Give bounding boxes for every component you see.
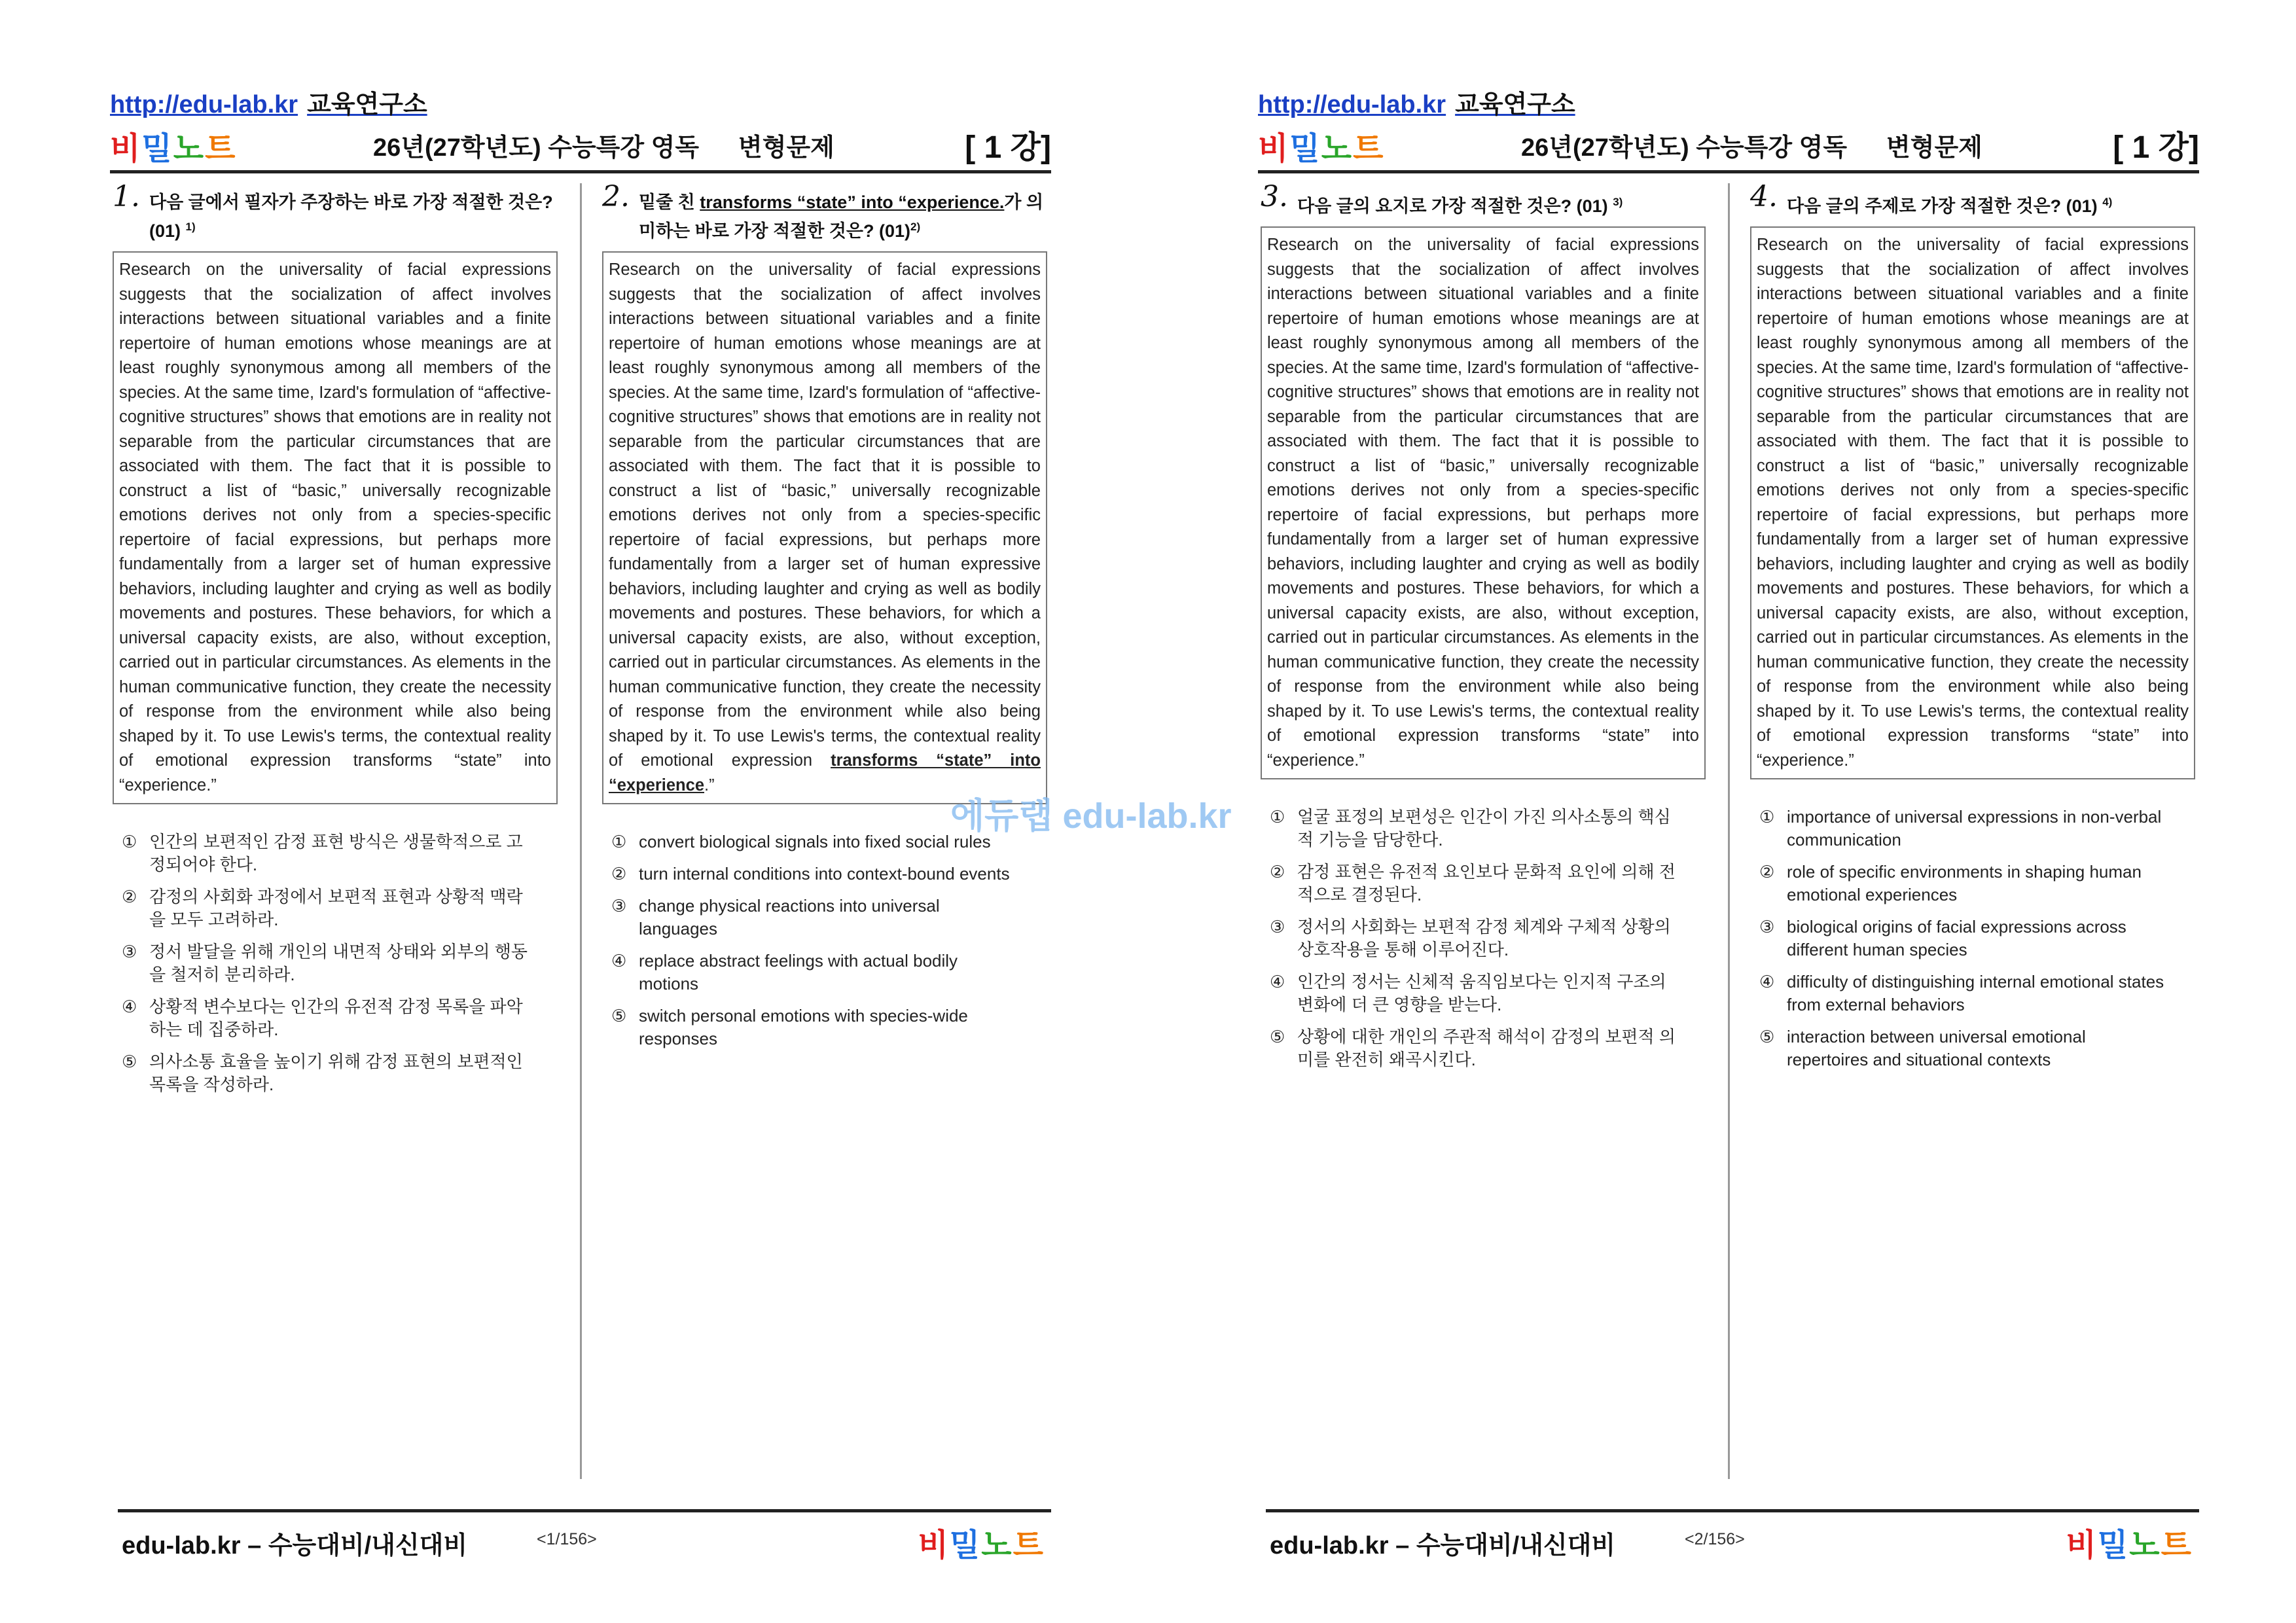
brand-logo: 비밀노트	[2066, 1528, 2193, 1563]
choice-item[interactable]: ③ 정서 발달을 위해 개인의 내면적 상태와 외부의 행동을 철저히 분리하라.	[122, 942, 528, 984]
choice-item[interactable]: ③ 정서의 사회화는 보편적 감정 체계와 구체적 상황의 상호작용을 통해 이루어진다.	[1270, 917, 1671, 959]
question-number: 4.	[1750, 180, 1778, 213]
choice-item[interactable]: ① importance of universal expressions in non-verbal communication	[1759, 807, 2162, 849]
choice-item[interactable]: ② turn internal conditions into context-bound events	[611, 864, 1010, 883]
passage-box: Research on the universality of facial expressions suggests that the socialization of affect involves interactions between situational variables and a finite repertoire of human emotions whose meanings are at least roughly synonymous among all members of the species. At the same time, Izard's formulation of “affective-cognitive structures” shows that emotions are in reality not separable from the particular circumstances that are associated with them. The fact that it is possible to construct a list of “basic,” universally recognizable emotions derives not only from a species-specific repertoire of facial expressions, but perhaps more fundamentally from a larger set of human expressive behaviors, including laughter and crying as well as bodily movements and postures. These behaviors, for which a universal capacity exists, are also, without exception, carried out in particular circumstances. As elements in the human communicative function, they create the necessity of response from the environment while also being shaped by it. To use Lewis's terms, the contextual reality of emotional expression transforms “state” into “experience.”	[602, 251, 1047, 804]
brand-logo: 비밀노트	[1258, 132, 1385, 166]
header-divider	[1258, 170, 2199, 173]
question-number: 1.	[113, 180, 140, 213]
choice-item[interactable]: ④ replace abstract feelings with actual bodily motions	[611, 951, 958, 993]
choice-item[interactable]: ④ difficulty of distinguishing internal emotional states from external behaviors	[1759, 972, 2164, 1014]
footer-site: edu-lab.kr – 수능대비/내신대비	[122, 1532, 468, 1560]
passage-box: Research on the universality of facial expressions suggests that the socialization of affect involves interactions between situational variables and a finite repertoire of human emotions whose meanings are at least roughly synonymous among all members of the species. At the same time, Izard's formulation of “affective-cognitive structures” shows that emotions are in reality not separable from the particular circumstances that are associated with them. The fact that it is possible to construct a list of “basic,” universally recognizable emotions derives not only from a species-specific repertoire of facial expressions, but perhaps more fundamentally from a larger set of human expressive behaviors, including laughter and crying as well as bodily movements and postures. These behaviors, for which a universal capacity exists, are also, without exception, carried out in particular circumstances. As elements in the human communicative function, they create the necessity of response from the environment while also being shaped by it. To use Lewis's terms, the contextual reality of emotional expression transforms “state” into “experience.”	[113, 251, 558, 804]
question-number: 3.	[1261, 180, 1288, 213]
header-divider	[110, 170, 1051, 173]
site-link[interactable]: http://edu-lab.kr 교육연구소	[110, 91, 427, 118]
choice-item[interactable]: ① 인간의 보편적인 감정 표현 방식은 생물학적으로 고정되어야 한다.	[122, 832, 523, 874]
choice-list	[1261, 806, 1706, 1071]
question-prompt: 1. 다음 글에서 필자가 주장하는 바로 가장 적절한 것은? (01) $^{1)}$	[113, 180, 553, 241]
choice-list	[602, 830, 1047, 1050]
site-name: 교육연구소	[307, 91, 427, 118]
watermark: 에듀랩 edu-lab.kr	[950, 796, 1232, 836]
underlined-phrase: transforms “state” into “experience.	[700, 192, 1005, 212]
page-number: <2/156>	[1685, 1530, 1745, 1548]
choice-item[interactable]: ⑤ 의사소통 효율을 높이기 위해 감정 표현의 보편적인 목록을 작성하라.	[122, 1052, 523, 1094]
question-prompt: 3. 다음 글의 요지로 가장 적절한 것은? (01) $^{3)}$	[1261, 180, 1623, 216]
lesson-label: [ 1 강]	[965, 130, 1051, 165]
question-prompt: 2. 밑줄 친 transforms “state” into “experience.가 의미하는 바로 가장 적절한 것은? $(01)^{2)}$	[602, 180, 1044, 241]
choice-item[interactable]: ② 감정 표현은 유전적 요인보다 문화적 요인에 의해 전적으로 결정된다.	[1270, 862, 1676, 904]
underlined-phrase: transforms “state” into “experience	[609, 751, 1041, 794]
site-name: 교육연구소	[1455, 91, 1575, 118]
column-divider	[1728, 183, 1730, 1479]
choice-item[interactable]: ① 얼굴 표정의 보편성은 인간이 가진 의사소통의 핵심적 기능을 담당한다.	[1270, 807, 1671, 849]
page-title: 26년(27학년도) 수능특강 영독 변형문제	[1521, 134, 1982, 162]
footer-divider	[1266, 1509, 2199, 1512]
choice-item[interactable]: ① convert biological signals into fixed social rules	[611, 832, 991, 851]
passage-box: Research on the universality of facial expressions suggests that the socialization of affect involves interactions between situational variables and a finite repertoire of human emotions whose meanings are at least roughly synonymous among all members of the species. At the same time, Izard's formulation of “affective-cognitive structures” shows that emotions are in reality not separable from the particular circumstances that are associated with them. The fact that it is possible to construct a list of “basic,” universally recognizable emotions derives not only from a species-specific repertoire of facial expressions, but perhaps more fundamentally from a larger set of human expressive behaviors, including laughter and crying as well as bodily movements and postures. These behaviors, for which a universal capacity exists, are also, without exception, carried out in particular circumstances. As elements in the human communicative function, they create the necessity of response from the environment while also being shaped by it. To use Lewis's terms, the contextual reality of emotional expression transforms “state” into “experience.”	[1261, 226, 1706, 779]
question-1	[113, 180, 558, 1105]
question-prompt: 4. 다음 글의 주제로 가장 적절한 것은? (01) $^{4)}$	[1750, 180, 2113, 216]
passage-box: Research on the universality of facial expressions suggests that the socialization of affect involves interactions between situational variables and a finite repertoire of human emotions whose meanings are at least roughly synonymous among all members of the species. At the same time, Izard's formulation of “affective-cognitive structures” shows that emotions are in reality not separable from the particular circumstances that are associated with them. The fact that it is possible to construct a list of “basic,” universally recognizable emotions derives not only from a species-specific repertoire of facial expressions, but perhaps more fundamentally from a larger set of human expressive behaviors, including laughter and crying as well as bodily movements and postures. These behaviors, for which a universal capacity exists, are also, without exception, carried out in particular circumstances. As elements in the human communicative function, they create the necessity of response from the environment while also being shaped by it. To use Lewis's terms, the contextual reality of emotional expression transforms “state” into “experience.”	[1750, 226, 2195, 779]
choice-item[interactable]: ⑤ interaction between universal emotional repertoires and situational contexts	[1759, 1027, 2086, 1069]
choice-list	[113, 830, 558, 1096]
footer-divider	[118, 1509, 1051, 1512]
brand-logo: 비밀노트	[918, 1528, 1045, 1563]
site-link[interactable]: http://edu-lab.kr 교육연구소	[1258, 91, 1575, 118]
question-4	[1750, 180, 2195, 1080]
choice-item[interactable]: ④ 인간의 정서는 신체적 움직임보다는 인지적 구조의 변화에 더 큰 영향을 받는다.	[1270, 972, 1666, 1014]
choice-item[interactable]: ② 감정의 사회화 과정에서 보편적 표현과 상황적 맥락을 모두 고려하라.	[122, 887, 523, 929]
choice-list	[1750, 806, 2195, 1071]
question-3	[1261, 180, 1706, 1080]
choice-item[interactable]: ⑤ 상황에 대한 개인의 주관적 해석이 감정의 보편적 의미를 완전히 왜곡시킨다.	[1270, 1027, 1676, 1069]
choice-item[interactable]: ② role of specific environments in shaping human emotional experiences	[1759, 862, 2142, 904]
choice-item[interactable]: ⑤ switch personal emotions with species-wide responses	[611, 1006, 968, 1048]
choice-item[interactable]: ④ 상황적 변수보다는 인간의 유전적 감정 목록을 파악하는 데 집중하라.	[122, 997, 523, 1039]
column-divider	[580, 183, 582, 1479]
choice-item[interactable]: ③ biological origins of facial expressions across different human species	[1759, 917, 2126, 959]
page-2	[1148, 0, 2296, 1623]
question-2	[602, 180, 1047, 1060]
page-title: 26년(27학년도) 수능특강 영독 변형문제	[373, 134, 834, 162]
brand-logo: 비밀노트	[110, 132, 237, 166]
question-number: 2.	[602, 180, 630, 213]
page-number: <1/156>	[537, 1530, 597, 1548]
lesson-label: [ 1 강]	[2113, 130, 2199, 165]
choice-item[interactable]: ③ change physical reactions into universal languages	[611, 896, 940, 938]
footer-site: edu-lab.kr – 수능대비/내신대비	[1270, 1532, 1616, 1560]
